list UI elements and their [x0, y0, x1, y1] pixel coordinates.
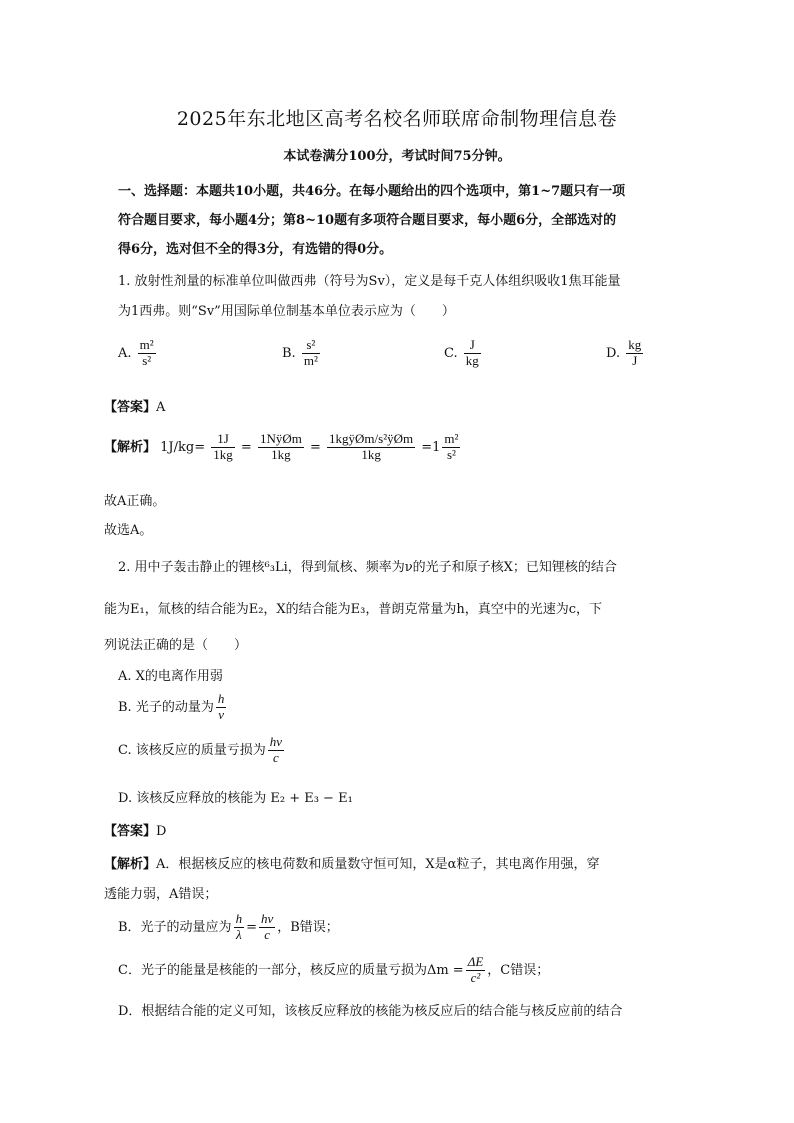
q2-option-c-fraction — [268, 735, 284, 766]
q1-answer-tag: 【答案】 — [104, 400, 157, 415]
q1-option-d-fraction — [626, 338, 643, 369]
q2-an3-text: B．光子的动量应为 — [118, 919, 232, 935]
q1-eq-1: = — [240, 439, 252, 455]
q2-stem-line-3: 列说法正确的是（ ） — [104, 638, 248, 653]
q2-an3-f1-num: h — [235, 911, 243, 926]
q1-analysis-fraction-3 — [327, 432, 415, 463]
q2-answer — [104, 820, 166, 839]
q2-an3-fraction-2 — [259, 912, 275, 943]
q1-option-a-fraction — [138, 338, 156, 369]
q2-an3-fraction-1 — [234, 912, 245, 943]
section-heading-line-1: 一、选择题：本题共10小题，共46分。在每小题给出的四个选项中，第1~7题只有一项 — [118, 184, 626, 199]
q1-analysis-fraction-2 — [258, 432, 304, 463]
q2-an3-f1-den: λ — [234, 927, 245, 943]
q1-option-b-label: B. — [282, 345, 296, 361]
q2-an3-post: ，B错误； — [277, 919, 339, 935]
q2-analysis-text-1: A．根据核反应的核电荷数和质量数守恒可知，X是α粒子，其电离作用强，穿 — [156, 857, 600, 872]
q1-option-b-fraction — [302, 338, 320, 369]
q2-an4-fraction — [466, 955, 486, 986]
q2-option-a: A. X的电离作用弱 — [118, 669, 223, 684]
q2-option-c-num: hν — [269, 734, 283, 749]
q1-result-prefix: =1 — [421, 439, 441, 455]
q1-option-b-num: s² — [306, 337, 316, 352]
q1-f1-den: 1kg — [213, 446, 233, 462]
q2-stem-line-2: 能为E₁，氚核的结合能为E₂，X的结合能为E₃，普朗克常量为h，真空中的光速为c，下 — [104, 602, 603, 617]
q2-an3-eq: = — [246, 919, 257, 935]
q1-option-b-den: m² — [303, 352, 318, 368]
q1-option-c — [444, 338, 483, 369]
q1-f2-den: 1kg — [258, 447, 304, 463]
q1-f2-num: 1NÿØm — [259, 431, 302, 446]
q1-option-d-num: kg — [628, 337, 642, 352]
q2-analysis-line-2: 透能力弱，A错误； — [104, 887, 218, 902]
q2-analysis-tag: 【解析】 — [104, 857, 157, 872]
page-title: 2025年东北地区高考名校名师联席命制物理信息卷 — [176, 108, 618, 130]
q2-option-b-text: B. 光子的动量为 — [118, 699, 214, 715]
q1-analysis-fraction-1 — [211, 432, 235, 463]
q1-analysis — [104, 432, 462, 463]
q2-stem-line-1: 2. 用中子轰击静止的锂核⁶₃Li，得到氚核、频率为ν的光子和原子核X；已知锂核的结合 — [118, 560, 617, 575]
q2-option-b-num: h — [217, 691, 225, 706]
exam-subtitle: 本试卷满分100分，考试时间75分钟。 — [283, 149, 511, 164]
q1-option-a-label: A. — [118, 345, 132, 361]
q1-option-a-den: s² — [138, 353, 156, 369]
q1-option-c-num: J — [469, 337, 475, 352]
q2-analysis-line-4 — [118, 955, 549, 986]
q1-f3-num: 1kgÿØm/s²ÿØm — [329, 431, 414, 446]
q1-f1-num: 1J — [217, 431, 229, 446]
q2-analysis-line-5: D．根据结合能的定义可知，该核反应释放的核能为核反应后的结合能与核反应前的结合 — [118, 1004, 623, 1019]
q1-f4-den: s² — [442, 447, 460, 463]
q2-option-c-den: c — [268, 750, 284, 766]
q1-conclusion-1: 故A正确。 — [104, 494, 166, 509]
q2-answer-value: D — [156, 824, 167, 839]
q1-answer — [104, 396, 165, 415]
q2-option-b-den: ν — [216, 707, 227, 723]
q1-stem-line-2: 为1西弗。则“Sv”用国际单位制基本单位表示应为（ ） — [118, 304, 455, 319]
q1-eq-2: = — [309, 439, 321, 455]
q1-option-c-den: kg — [465, 352, 479, 368]
q1-option-a — [118, 338, 158, 369]
q1-option-a-num: m² — [139, 337, 154, 352]
q2-option-b-fraction — [216, 692, 227, 723]
q1-stem-line-1: 1. 放射性剂量的标准单位叫做西弗（符号为Sv），定义是每千克人体组织吸收1焦耳能量 — [118, 274, 621, 289]
q1-analysis-tag: 【解析】 — [104, 439, 157, 455]
q2-option-d: D. 该核反应释放的核能为 E₂ + E₃ − E₁ — [118, 791, 353, 806]
q2-an4-post: ，C错误； — [487, 962, 550, 978]
q2-analysis-line-3 — [118, 912, 339, 943]
q1-f4-num: m² — [444, 431, 459, 446]
q1-option-c-fraction — [464, 338, 481, 369]
q2-an3-f2-num: hν — [260, 911, 274, 926]
q1-conclusion-2: 故选A。 — [104, 523, 153, 538]
q1-f3-den: 1kg — [327, 447, 415, 463]
section-heading-line-3: 得6分，选对但不全的得3分，有选错的得0分。 — [118, 242, 393, 257]
q1-option-d-label: D. — [606, 345, 621, 361]
q2-option-c-text: C. 该核反应的质量亏损为 — [118, 742, 266, 758]
section-heading-line-2: 符合题目要求，每小题4分；第8~10题有多项符合题目要求，每小题6分，全部选对的 — [118, 213, 617, 228]
q2-an4-num: ΔE — [467, 954, 484, 969]
q1-option-d-den: J — [626, 353, 643, 369]
q1-option-d — [606, 338, 645, 369]
q2-option-b — [118, 692, 228, 723]
q2-an4-den: c² — [466, 970, 486, 986]
q2-option-c — [118, 735, 286, 766]
q2-analysis-line-1 — [104, 853, 599, 872]
q1-option-b — [282, 338, 322, 369]
q1-option-c-label: C. — [444, 345, 458, 361]
q1-answer-value: A — [156, 400, 166, 415]
q2-an4-text: C．光子的能量是核能的一部分，核反应的质量亏损为Δm = — [118, 962, 464, 978]
q1-analysis-fraction-4 — [442, 432, 460, 463]
q2-an3-f2-den: c — [259, 927, 275, 943]
q2-answer-tag: 【答案】 — [104, 824, 157, 839]
q1-analysis-lead: 1J/kg= — [160, 439, 206, 455]
